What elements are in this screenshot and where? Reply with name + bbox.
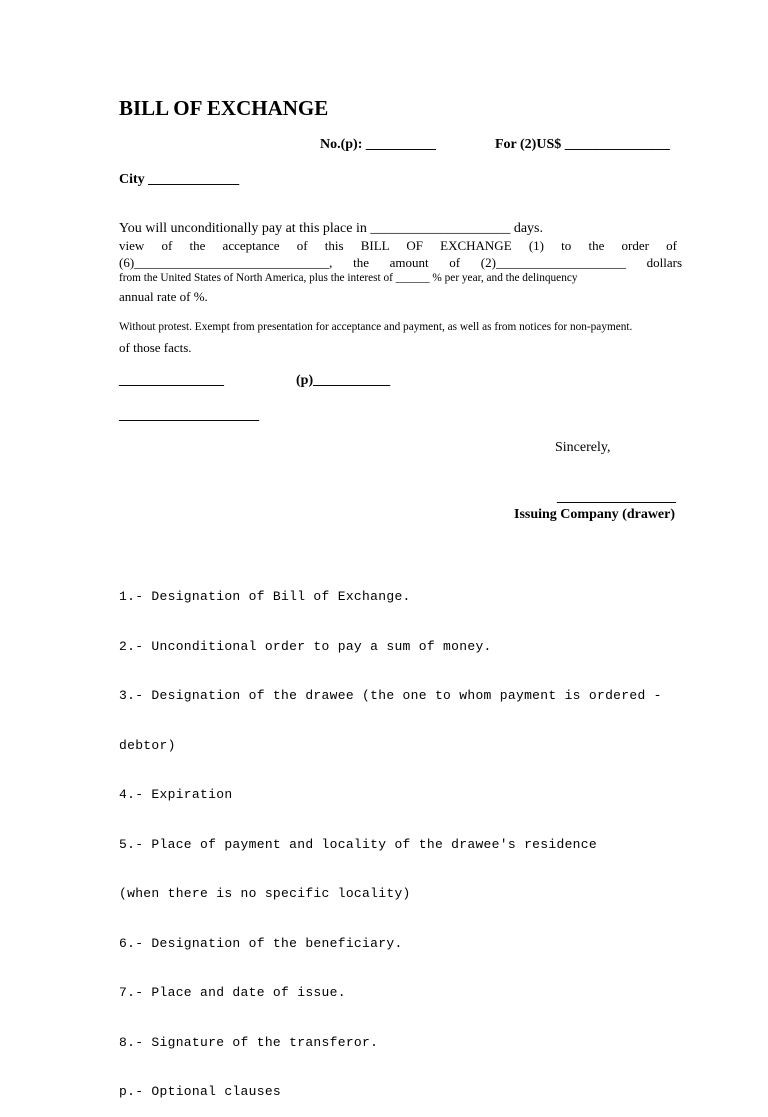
list-item: 8.- Signature of the transferor.	[119, 1034, 379, 1050]
drawer-signature-line: _________________	[557, 490, 676, 505]
drawer-label: Issuing Company (drawer)	[514, 507, 676, 522]
number-field-label: No.(p): __________	[320, 137, 436, 152]
body-line-4: from the United States of North America, plus the interest of ______ % per year, and the delinquency	[119, 272, 578, 284]
amount-usd-field-label: For (2)US$ _______________	[495, 137, 670, 152]
signature-p-field: (p)___________	[296, 373, 391, 388]
document-title: BILL OF EXCHANGE	[119, 96, 329, 120]
body-line-3: (6)______________________________, the amount of (2)____________________ dollars	[119, 255, 682, 270]
body-line-1: You will unconditionally pay at this place in ____________________ days.	[119, 221, 543, 236]
list-item: 6.- Designation of the beneficiary.	[119, 935, 403, 951]
signature-line-left: _______________	[119, 373, 224, 388]
list-item: 5.- Place of payment and locality of the drawee's residence	[119, 836, 597, 852]
list-item: p.- Optional clauses	[119, 1084, 282, 1099]
body-line-2: view of the acceptance of this BILL OF EXCHANGE (1) to the order of	[119, 238, 677, 253]
list-item: 2.- Unconditional order to pay a sum of money.	[119, 638, 492, 654]
list-item: 1.- Designation of Bill of Exchange.	[119, 589, 411, 604]
body-line-5: annual rate of %.	[119, 289, 208, 304]
protest-line-2: of those facts.	[119, 340, 192, 355]
city-field-label: City _____________	[119, 172, 240, 187]
protest-line-1: Without protest. Exempt from presentation for acceptance and payment, as well as from notices for non-payment.	[119, 321, 633, 333]
list-item: debtor)	[119, 737, 176, 753]
list-item: (when there is no specific locality)	[119, 886, 411, 901]
closing-text: Sincerely,	[555, 440, 611, 455]
list-item: 4.- Expiration	[119, 787, 233, 802]
list-item: 3.- Designation of the drawee (the one to whom payment is ordered -	[119, 688, 662, 703]
notes-list	[119, 556, 662, 1117]
signature-line-second: ____________________	[119, 408, 259, 423]
list-item: 7.- Place and date of issue.	[119, 985, 346, 1000]
